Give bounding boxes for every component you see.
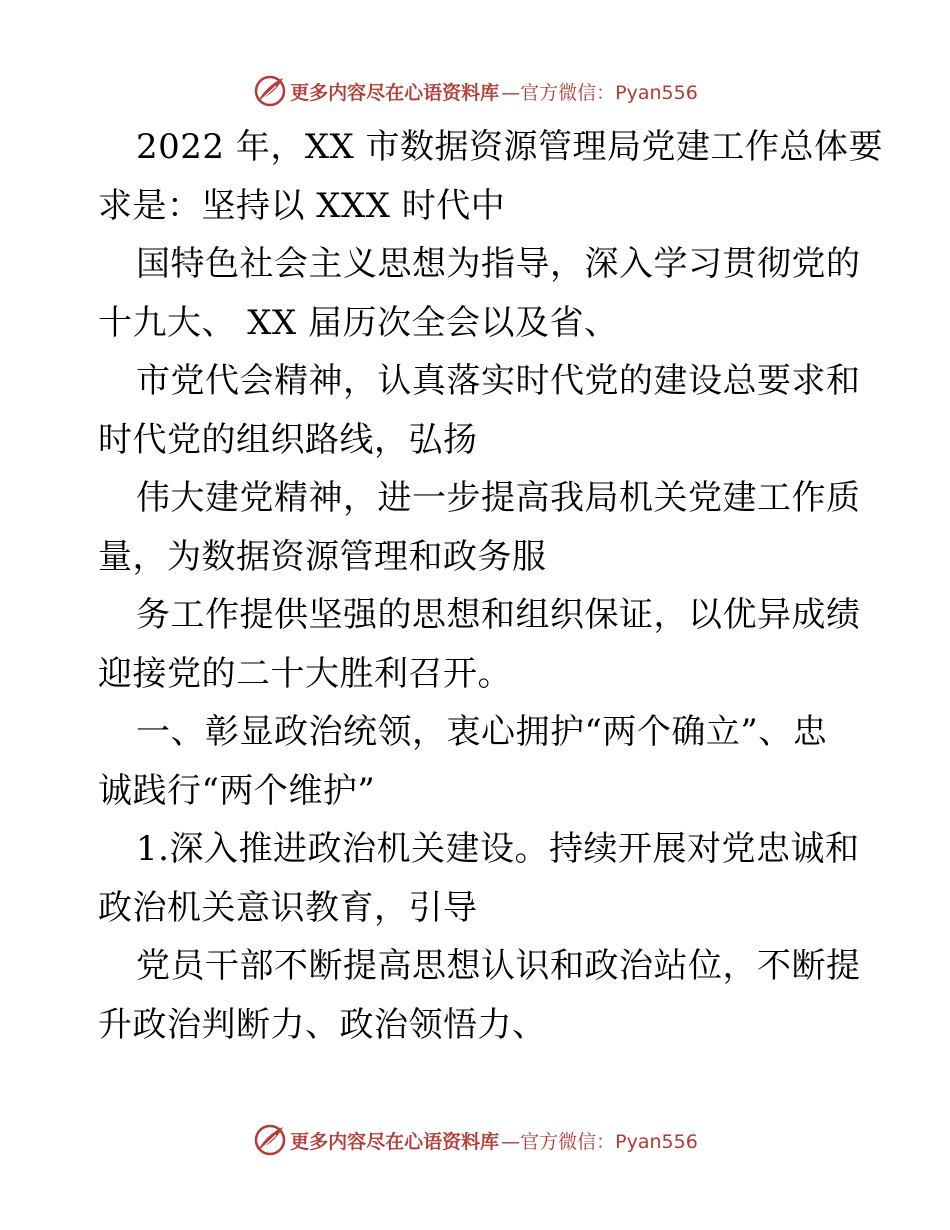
document-body xyxy=(98,118,884,1054)
body-line: 迎接党的二十大胜利召开。 xyxy=(98,653,512,694)
section-heading: 一、彰显政治统领，衷心拥护“两个确立”、忠 xyxy=(136,712,828,752)
body-line: 伟大建党精神，进一步提高我局机关党建工作质 xyxy=(136,478,861,518)
body-line: 求是：坚持以 XXX 时代中 xyxy=(98,185,506,226)
body-line: 国特色社会主义思想为指导，深入学习贯彻党的 xyxy=(136,244,861,284)
body-line: 量，为数据资源管理和政务服 xyxy=(98,536,547,577)
body-line: 务工作提供坚强的思想和组织保证，以优异成绩 xyxy=(136,595,861,635)
body-line: 1.深入推进政治机关建设。持续开展对党忠诚和 xyxy=(136,829,860,869)
feather-pen-icon xyxy=(252,1122,288,1158)
wechat-text: —官方微信：Pyan556 xyxy=(501,1130,698,1153)
footer-watermark xyxy=(0,1120,950,1160)
wechat-text: —官方微信：Pyan556 xyxy=(501,81,698,104)
brand-text: 更多内容尽在心语资料库 xyxy=(290,81,500,104)
body-line: 2022 年，XX 市数据资源管理局党建工作总体要 xyxy=(136,127,884,167)
body-line: 十九大、 XX 届历次全会以及省、 xyxy=(98,302,619,343)
body-line: 时代党的组织路线，弘扬 xyxy=(98,419,478,460)
section-heading: 诚践行“两个维护” xyxy=(98,770,376,811)
body-line: 党员干部不断提高思想认识和政治站位，不断提 xyxy=(136,946,861,986)
body-line: 升政治判断力、政治领悟力、 xyxy=(98,1004,547,1045)
brand-text: 更多内容尽在心语资料库 xyxy=(290,1130,500,1153)
body-line: 政治机关意识教育，引导 xyxy=(98,887,478,928)
feather-pen-icon xyxy=(252,73,288,109)
header-watermark xyxy=(0,71,950,111)
body-line: 市党代会精神，认真落实时代党的建设总要求和 xyxy=(136,361,861,401)
